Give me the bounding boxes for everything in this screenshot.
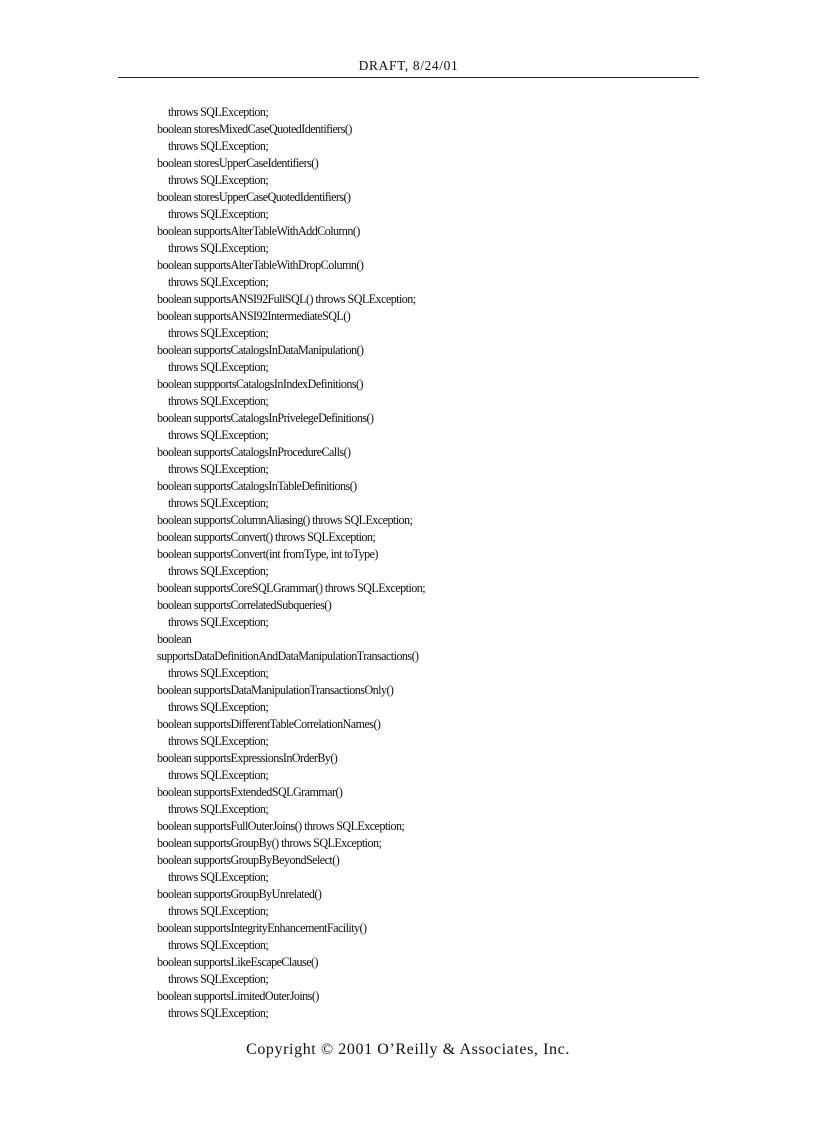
- code-line: throws SQLException;: [168, 802, 269, 816]
- code-line: throws SQLException;: [168, 139, 269, 153]
- code-line: boolean supportsExpressionsInOrderBy(): [157, 751, 338, 765]
- code-line: boolean supportsANSI92FullSQL() throws SQLException;: [157, 292, 416, 306]
- code-line: boolean supportsCatalogsInTableDefinitions(): [157, 479, 357, 493]
- code-line: throws SQLException;: [168, 904, 269, 918]
- page-footer: [0, 1041, 816, 1059]
- code-line: boolean storesMixedCaseQuotedIdentifiers(): [157, 122, 352, 136]
- code-line: supportsDataDefinitionAndDataManipulationTransactions(): [157, 649, 419, 663]
- code-line: throws SQLException;: [168, 615, 269, 629]
- code-line: throws SQLException;: [168, 275, 269, 289]
- code-line: boolean supportsGroupByBeyondSelect(): [157, 853, 340, 867]
- code-line: throws SQLException;: [168, 207, 269, 221]
- code-line: throws SQLException;: [168, 564, 269, 578]
- code-line: boolean supportsCorrelatedSubqueries(): [157, 598, 332, 612]
- code-line: throws SQLException;: [168, 938, 269, 952]
- code-line: boolean supportsConvert(int fromType, int toType): [157, 547, 378, 561]
- copyright-notice: Copyright © 2001 O’Reilly & Associates, Inc.: [246, 1041, 570, 1058]
- code-line: boolean supportsCoreSQLGrammar() throws SQLException;: [157, 581, 426, 595]
- code-line: boolean supportsFullOuterJoins() throws SQLException;: [157, 819, 405, 833]
- code-line: boolean supportsLikeEscapeClause(): [157, 955, 318, 969]
- code-line: boolean: [157, 632, 192, 646]
- code-line: throws SQLException;: [168, 700, 269, 714]
- code-line: throws SQLException;: [168, 428, 269, 442]
- code-line: throws SQLException;: [168, 360, 269, 374]
- code-line: boolean supportsDataManipulationTransactionsOnly(): [157, 683, 394, 697]
- code-line: throws SQLException;: [168, 496, 269, 510]
- code-line: throws SQLException;: [168, 462, 269, 476]
- code-line: boolean supportsAlterTableWithAddColumn(): [157, 224, 360, 238]
- code-line: boolean storesUpperCaseQuotedIdentifiers(): [157, 190, 351, 204]
- code-line: throws SQLException;: [168, 972, 269, 986]
- code-line: throws SQLException;: [168, 666, 269, 680]
- code-line: boolean supportsExtendedSQLGrammar(): [157, 785, 343, 799]
- code-line: boolean storesUpperCaseIdentifiers(): [157, 156, 319, 170]
- code-listing: [157, 104, 697, 1022]
- code-line: throws SQLException;: [168, 734, 269, 748]
- code-line: throws SQLException;: [168, 394, 269, 408]
- code-line: throws SQLException;: [168, 870, 269, 884]
- code-line: boolean suppportsCatalogsInIndexDefinitions(): [157, 377, 363, 391]
- code-line: throws SQLException;: [168, 173, 269, 187]
- code-line: boolean supportsConvert() throws SQLException;: [157, 530, 376, 544]
- code-line: boolean supportsGroupBy() throws SQLException;: [157, 836, 382, 850]
- code-line: boolean supportsColumnAliasing() throws SQLException;: [157, 513, 413, 527]
- code-line: boolean supportsCatalogsInPrivelegeDefinitions(): [157, 411, 374, 425]
- code-line: boolean supportsCatalogsInDataManipulation(): [157, 343, 364, 357]
- code-line: boolean supportsCatalogsInProcedureCalls(): [157, 445, 351, 459]
- code-line: throws SQLException;: [168, 1006, 269, 1020]
- code-line: throws SQLException;: [168, 768, 269, 782]
- code-line: throws SQLException;: [168, 326, 269, 340]
- code-line: throws SQLException;: [168, 105, 269, 119]
- code-line: boolean supportsAlterTableWithDropColumn(): [157, 258, 364, 272]
- code-line: boolean supportsDifferentTableCorrelationNames(): [157, 717, 381, 731]
- code-line: boolean supportsGroupByUnrelated(): [157, 887, 322, 901]
- code-line: boolean supportsIntegrityEnhancementFacility(): [157, 921, 367, 935]
- page-header: [118, 59, 699, 78]
- code-line: throws SQLException;: [168, 241, 269, 255]
- code-line: boolean supportsLimitedOuterJoins(): [157, 989, 319, 1003]
- code-line: boolean supportsANSI92IntermediateSQL(): [157, 309, 351, 323]
- draft-date-label: DRAFT, 8/24/01: [358, 58, 459, 73]
